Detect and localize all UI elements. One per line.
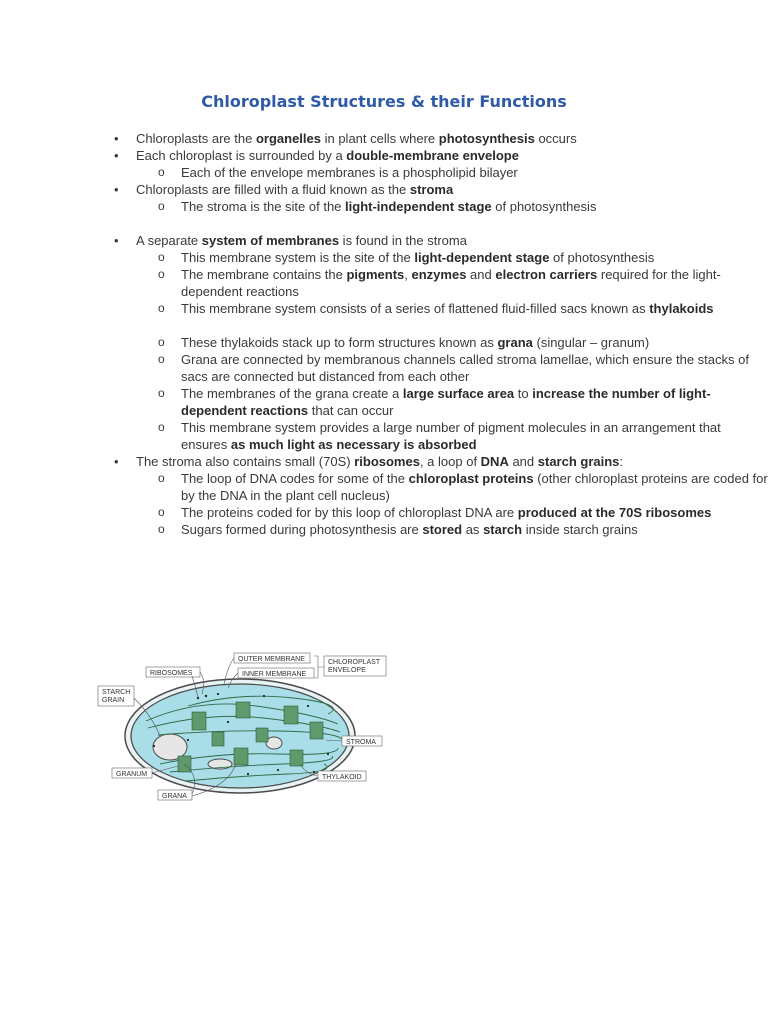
envelope-bracket <box>314 656 324 678</box>
bullet-item <box>0 147 768 164</box>
bullet-text <box>136 454 623 469</box>
sub-bullet-item <box>0 385 768 419</box>
text-run: : <box>619 454 624 469</box>
sub-bullet-item <box>0 266 768 300</box>
text-run: This membrane system is the site of the <box>181 250 415 265</box>
bullet-text <box>181 352 749 384</box>
bold-term: pigments <box>346 267 405 282</box>
text-run: (singular – granum) <box>532 335 650 350</box>
bold-term: as much light as necessary is absorbed <box>230 437 477 452</box>
text-run: inside starch grains <box>522 522 638 537</box>
text-run: The membrane contains the <box>181 267 347 282</box>
chloroplast-envelope-label-1: CHLOROPLAST <box>328 659 381 666</box>
text-run: Chloroplasts are filled with a fluid known as the <box>136 182 410 197</box>
chloroplast-envelope-label-2: ENVELOPE <box>328 667 366 674</box>
text-run: The membranes of the grana create a <box>181 386 403 401</box>
bullet-item <box>0 181 768 198</box>
bold-term: organelles <box>255 131 321 146</box>
text-run: of photosynthesis <box>549 250 655 265</box>
bold-term: chloroplast proteins <box>408 471 534 486</box>
bullet-text <box>181 471 768 503</box>
inner-membrane-label: INNER MEMBRANE <box>242 671 307 678</box>
text-run: The stroma is the site of the <box>181 199 346 214</box>
bold-term: increase the number of light-dependent reactions <box>181 386 711 418</box>
bold-term: large surface area <box>402 386 515 401</box>
stroma-label: STROMA <box>346 739 376 746</box>
sub-bullet-item <box>0 351 768 385</box>
bold-term: system of membranes <box>201 233 340 248</box>
bold-term: produced at the 70S ribosomes <box>517 505 712 520</box>
text-run: and <box>466 267 496 282</box>
text-run: These thylakoids stack up to form structures known as <box>181 335 498 350</box>
bullet-text <box>181 250 654 265</box>
sub-bullet-item <box>0 419 768 453</box>
text-run: and <box>508 454 538 469</box>
text-run: Chloroplasts are the <box>136 131 256 146</box>
sub-bullet-item <box>0 198 768 215</box>
starch-grain-label-2: GRAIN <box>102 697 125 704</box>
spacer <box>0 215 768 232</box>
bullet-text <box>136 148 519 163</box>
bold-term: stored <box>422 522 463 537</box>
bold-term: stroma <box>409 182 454 197</box>
bold-term: light-independent stage <box>345 199 492 214</box>
bold-term: thylakoids <box>649 301 714 316</box>
bullet-item <box>0 232 768 249</box>
bullet-text <box>136 233 467 248</box>
text-run: that can occur <box>308 403 394 418</box>
bullet-text <box>181 505 711 520</box>
text-run: This membrane system consists of a series of flattened fluid-filled sacs known as <box>181 301 650 316</box>
bold-term: grana <box>497 335 533 350</box>
bullet-list <box>0 130 768 538</box>
starch-grain-label-1: STARCH <box>102 689 131 696</box>
bullet-text <box>181 386 711 418</box>
grana-label: GRANA <box>162 793 187 800</box>
bold-term: starch <box>483 522 523 537</box>
bullet-item <box>0 453 768 470</box>
bullet-text <box>136 182 453 197</box>
text-run: occurs <box>534 131 577 146</box>
sub-bullet-item <box>0 300 768 317</box>
text-run: Each of the envelope membranes is a phospholipid bilayer <box>181 165 518 180</box>
bullet-text <box>181 199 596 214</box>
bullet-text <box>181 335 649 350</box>
bullet-text <box>181 301 714 316</box>
thylakoid-label: THYLAKOID <box>322 774 362 781</box>
bold-term: DNA <box>480 454 509 469</box>
sub-bullet-item <box>0 249 768 266</box>
bold-term: ribosomes <box>354 454 420 469</box>
page-title: Chloroplast Structures & their Functions <box>201 92 567 111</box>
bullet-text <box>181 267 721 299</box>
text-run: , a loop of <box>419 454 481 469</box>
text-run: The proteins coded for by this loop of chloroplast DNA are <box>181 505 518 520</box>
bullet-text <box>181 165 518 180</box>
text-run: is found in the stroma <box>339 233 467 248</box>
text-run: as <box>462 522 484 537</box>
text-run: of photosynthesis <box>491 199 597 214</box>
text-run: (other chloroplast proteins are coded for by the DNA in the plant cell nucleus) <box>181 471 768 503</box>
sub-bullet-item <box>0 504 768 521</box>
bullet-text <box>181 522 638 537</box>
bullet-text <box>181 420 721 452</box>
text-run: Sugars formed during photosynthesis are <box>181 522 423 537</box>
text-run: in plant cells where <box>320 131 439 146</box>
text-run: to <box>514 386 533 401</box>
bold-term: starch grains <box>537 454 620 469</box>
sub-bullet-item <box>0 470 768 504</box>
starch-grain-shape-3 <box>266 737 282 749</box>
text-run: This membrane system provides a large number of pigment molecules in an arrangement that ensures <box>181 420 721 452</box>
chloroplast-diagram <box>88 636 394 810</box>
text-run: Each chloroplast is surrounded by a <box>136 148 347 163</box>
text-run: , <box>404 267 412 282</box>
bold-term: enzymes <box>411 267 467 282</box>
sub-bullet-item <box>0 334 768 351</box>
text-run: The loop of DNA codes for some of the <box>181 471 409 486</box>
text-run: Grana are connected by membranous channels called stroma lamellae, which ensure the stacks of sacs are connected but distanced from each other <box>181 352 749 384</box>
bold-term: electron carriers <box>495 267 598 282</box>
bold-term: light-dependent stage <box>414 250 550 265</box>
sub-bullet-item <box>0 521 768 538</box>
ribosomes-label: RIBOSOMES <box>150 670 193 677</box>
bold-term: double-membrane envelope <box>346 148 519 163</box>
bold-term: photosynthesis <box>438 131 535 146</box>
granum-label: GRANUM <box>116 771 148 778</box>
text-run: A separate <box>136 233 202 248</box>
sub-bullet-item <box>0 164 768 181</box>
outer-membrane-label: OUTER MEMBRANE <box>238 656 305 663</box>
text-run: required for the light-dependent reactions <box>181 267 721 299</box>
bullet-text <box>136 131 577 146</box>
bullet-item <box>0 130 768 147</box>
spacer <box>0 317 768 334</box>
text-run: The stroma also contains small (70S) <box>136 454 355 469</box>
